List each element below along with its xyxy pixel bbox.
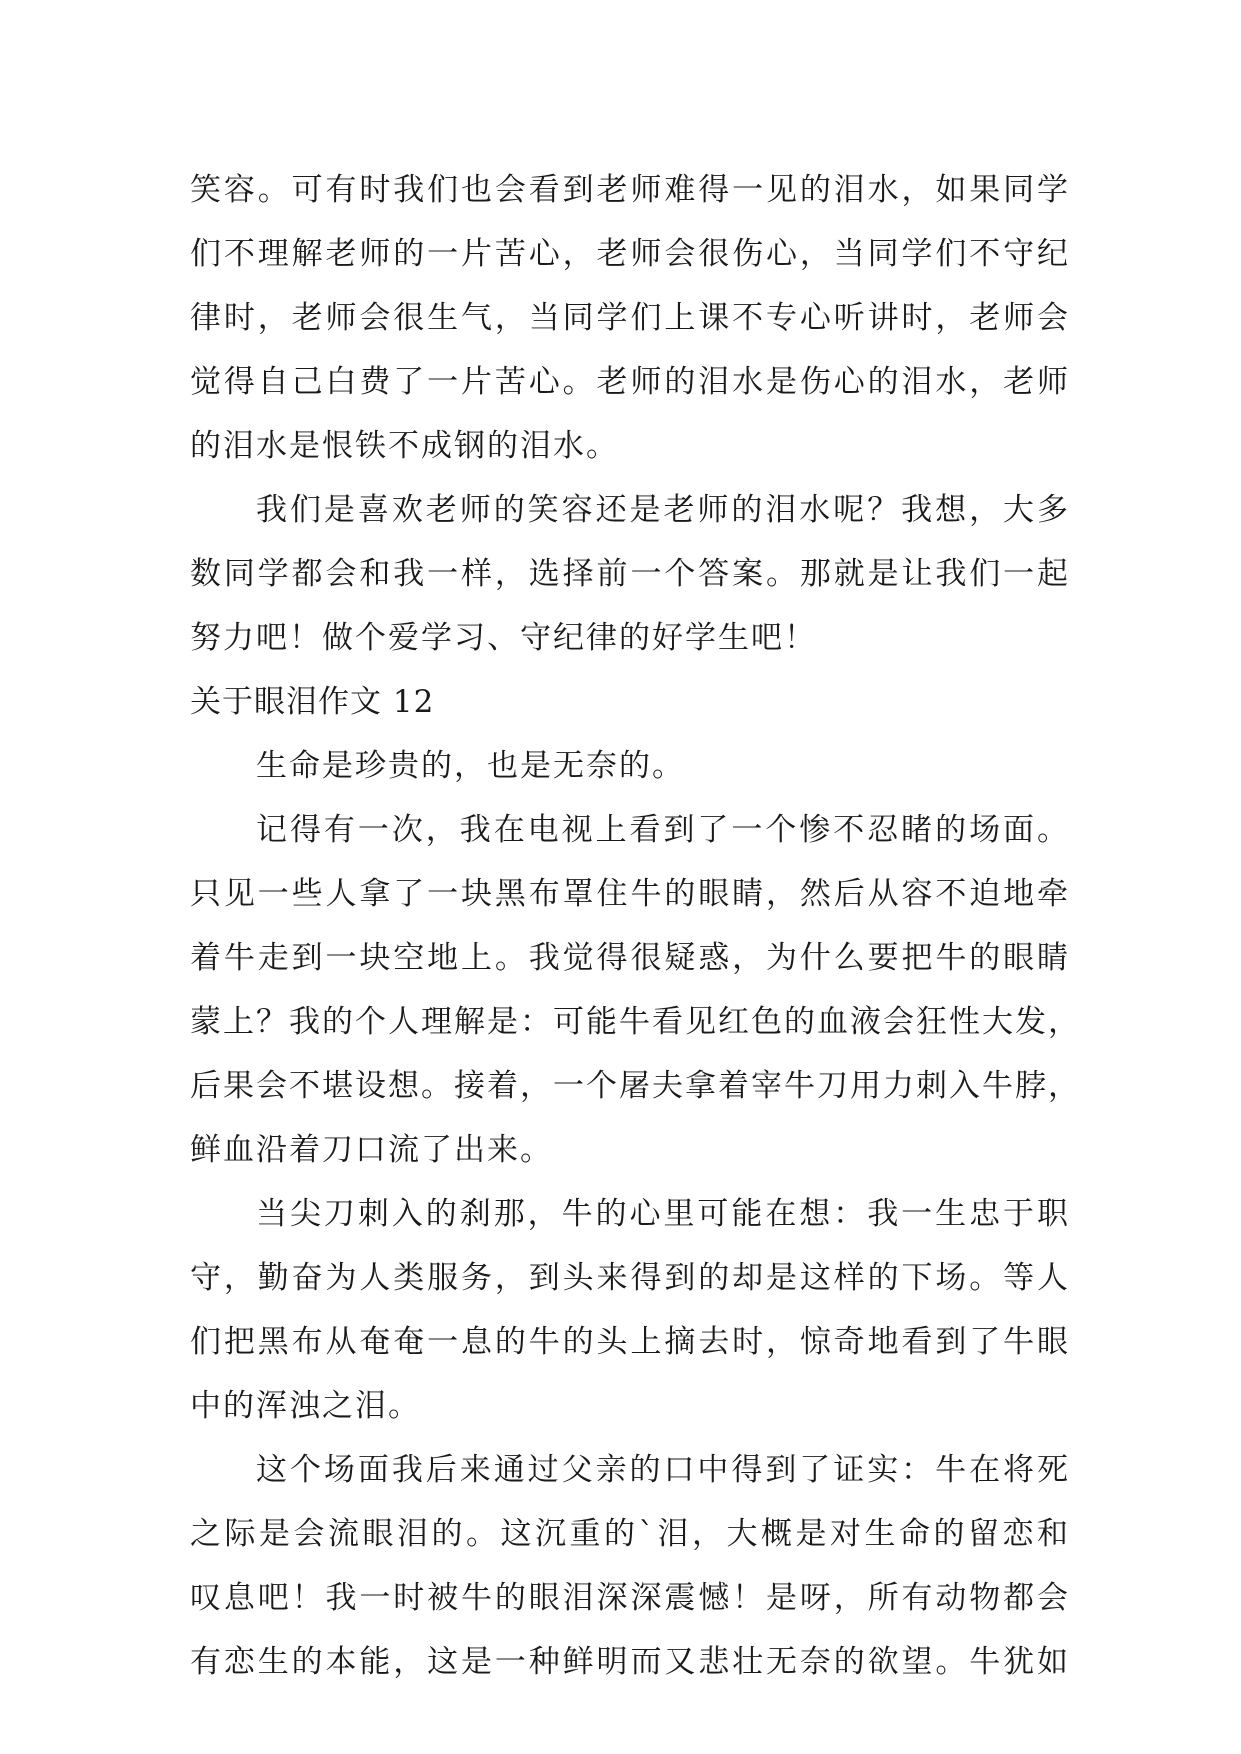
text-line: 中的浑浊之泪。 [190, 1388, 421, 1424]
text-line: 着牛走到一块空地上。我觉得很疑惑，为什么要把牛的眼睛 [190, 940, 1070, 976]
text-line: 律时，老师会很生气，当同学们上课不专心听讲时，老师会 [190, 300, 1070, 336]
text-line: 当尖刀刺入的刹那，牛的心里可能在想：我一生忠于职 [256, 1196, 1070, 1232]
text-line: 蒙上？我的个人理解是：可能牛看见红色的血液会狂性大发， [190, 1004, 1081, 1040]
text-line: 觉得自己白费了一片苦心。老师的泪水是伤心的泪水，老师 [190, 364, 1070, 400]
text-line: 生命是珍贵的，也是无奈的。 [256, 748, 685, 784]
text-line: 有恋生的本能，这是一种鲜明而又悲壮无奈的欲望。牛犹如 [190, 1644, 1070, 1680]
text-line: 守，勤奋为人类服务，到头来得到的却是这样的下场。等人 [190, 1260, 1070, 1296]
text-line: 数同学都会和我一样，选择前一个答案。那就是让我们一起 [190, 556, 1070, 592]
text-line: 之际是会流眼泪的。这沉重的`泪，大概是对生命的留恋和 [190, 1516, 1070, 1552]
text-line: 们不理解老师的一片苦心，老师会很伤心，当同学们不守纪 [190, 236, 1070, 272]
section-heading: 关于眼泪作文 12 [190, 684, 435, 720]
text-line: 记得有一次，我在电视上看到了一个惨不忍睹的场面。 [256, 812, 1070, 848]
text-line: 只见一些人拿了一块黑布罩住牛的眼睛，然后从容不迫地牵 [190, 876, 1070, 912]
text-line: 我们是喜欢老师的笑容还是老师的泪水呢？我想，大多 [256, 492, 1070, 528]
text-line: 这个场面我后来通过父亲的口中得到了证实：牛在将死 [256, 1452, 1070, 1488]
text-line: 的泪水是恨铁不成钢的泪水。 [190, 428, 619, 464]
text-line: 叹息吧！我一时被牛的眼泪深深震憾！是呀，所有动物都会 [190, 1580, 1070, 1616]
text-line: 笑容。可有时我们也会看到老师难得一见的泪水，如果同学 [190, 172, 1070, 208]
text-line: 后果会不堪设想。接着，一个屠夫拿着宰牛刀用力刺入牛脖， [190, 1068, 1081, 1104]
text-line: 鲜血沿着刀口流了出来。 [190, 1132, 553, 1168]
text-line: 们把黑布从奄奄一息的牛的头上摘去时，惊奇地看到了牛眼 [190, 1324, 1070, 1360]
document-body [190, 158, 1081, 1694]
text-line: 努力吧！做个爱学习、守纪律的好学生吧！ [190, 620, 817, 656]
